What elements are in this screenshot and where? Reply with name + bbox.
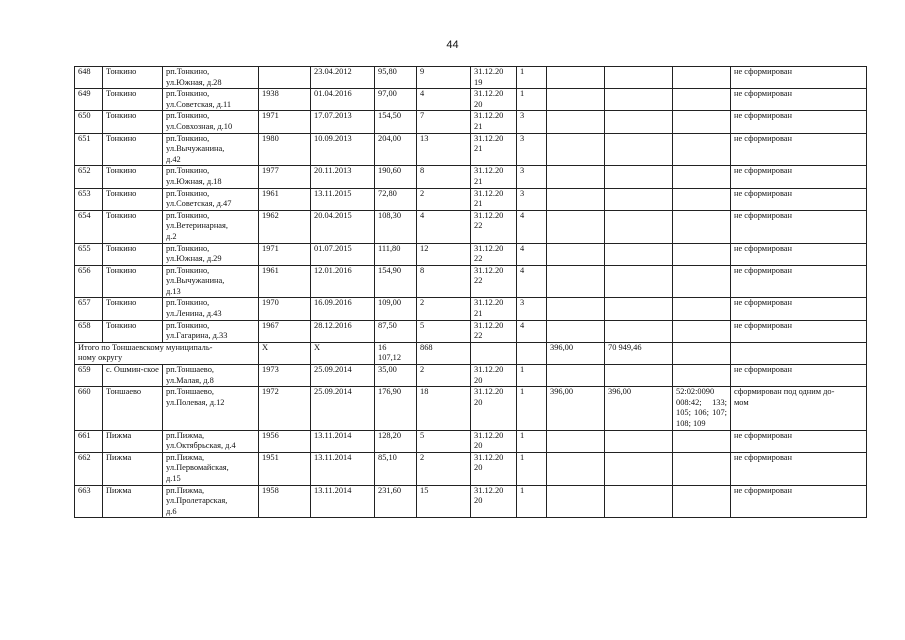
column-10	[605, 452, 673, 485]
land-status: не сформирован	[731, 210, 867, 243]
row-number: 650	[75, 111, 103, 133]
residents: 2	[417, 452, 471, 485]
table-row	[75, 452, 867, 485]
row-number: 658	[75, 320, 103, 342]
settlement: Пижма	[103, 452, 163, 485]
column-9	[547, 188, 605, 210]
column-10	[605, 298, 673, 320]
cadastral-numbers	[673, 89, 731, 111]
settlement: Тонкино	[103, 89, 163, 111]
residents: 4	[417, 210, 471, 243]
emergency-date: 13.11.2014	[311, 452, 375, 485]
settlement: Тонкино	[103, 320, 163, 342]
resettle-deadline: 31.12.20 21	[471, 298, 517, 320]
column-8: 1	[517, 365, 547, 387]
resettle-deadline: 31.12.20 21	[471, 111, 517, 133]
table-row	[75, 298, 867, 320]
settlement: Пижма	[103, 430, 163, 452]
table-row	[75, 111, 867, 133]
build-year: 1972	[259, 387, 311, 430]
column-10	[605, 210, 673, 243]
residents: 2	[417, 365, 471, 387]
column-8: 1	[517, 89, 547, 111]
column-9	[547, 430, 605, 452]
column-8: 4	[517, 243, 547, 265]
cadastral-numbers	[673, 111, 731, 133]
resettle-deadline: 31.12.20 21	[471, 166, 517, 188]
land-status: не сформирован	[731, 485, 867, 518]
table-row	[75, 320, 867, 342]
area: 16 107,12	[375, 342, 417, 364]
area: 190,60	[375, 166, 417, 188]
column-8: 1	[517, 430, 547, 452]
resettle-deadline	[471, 342, 517, 364]
settlement: Тонкино	[103, 210, 163, 243]
address: рп.Тонкино, ул.Советская, д.47	[163, 188, 259, 210]
area: 204,00	[375, 133, 417, 166]
land-status	[731, 342, 867, 364]
emergency-date: 13.11.2014	[311, 485, 375, 518]
row-number: 656	[75, 265, 103, 298]
residents: 12	[417, 243, 471, 265]
column-8: 4	[517, 320, 547, 342]
column-9	[547, 320, 605, 342]
cadastral-numbers	[673, 265, 731, 298]
area: 176,90	[375, 387, 417, 430]
residents: 8	[417, 265, 471, 298]
settlement: Тонкино	[103, 133, 163, 166]
cadastral-numbers	[673, 320, 731, 342]
build-year: 1970	[259, 298, 311, 320]
row-number: 663	[75, 485, 103, 518]
address: рп.Тонкино, ул.Советская, д.11	[163, 89, 259, 111]
build-year: 1980	[259, 133, 311, 166]
column-9	[547, 210, 605, 243]
residents: 15	[417, 485, 471, 518]
row-number: 652	[75, 166, 103, 188]
resettle-deadline: 31.12.20 20	[471, 387, 517, 430]
column-10	[605, 485, 673, 518]
land-status: не сформирован	[731, 430, 867, 452]
build-year: 1967	[259, 320, 311, 342]
column-10	[605, 430, 673, 452]
area: 72,80	[375, 188, 417, 210]
row-number: 657	[75, 298, 103, 320]
table-row	[75, 485, 867, 518]
resettle-deadline: 31.12.20 21	[471, 133, 517, 166]
column-10	[605, 188, 673, 210]
build-year: 1938	[259, 89, 311, 111]
table-row	[75, 166, 867, 188]
column-10	[605, 133, 673, 166]
emergency-date: 01.07.2015	[311, 243, 375, 265]
address: рп.Тонкино, ул.Ленина, д.43	[163, 298, 259, 320]
area: 231,60	[375, 485, 417, 518]
column-9	[547, 298, 605, 320]
cadastral-numbers	[673, 365, 731, 387]
column-8: 1	[517, 387, 547, 430]
row-number: 659	[75, 365, 103, 387]
resettle-deadline: 31.12.20 20	[471, 89, 517, 111]
settlement: Тонкино	[103, 188, 163, 210]
emergency-date: 20.04.2015	[311, 210, 375, 243]
column-9	[547, 133, 605, 166]
cadastral-numbers	[673, 210, 731, 243]
column-10	[605, 89, 673, 111]
address: рп.Пижма, ул.Первомайская, д.15	[163, 452, 259, 485]
residents: 2	[417, 188, 471, 210]
settlement: Тонкино	[103, 67, 163, 89]
row-number: 648	[75, 67, 103, 89]
row-number: 653	[75, 188, 103, 210]
column-10: 70 949,46	[605, 342, 673, 364]
resettle-deadline: 31.12.20 20	[471, 452, 517, 485]
emergency-date: 13.11.2015	[311, 188, 375, 210]
table-row	[75, 387, 867, 430]
address: рп.Пижма, ул.Октябрьская, д.4	[163, 430, 259, 452]
settlement: Тонкино	[103, 298, 163, 320]
cadastral-numbers	[673, 67, 731, 89]
build-year: 1951	[259, 452, 311, 485]
land-status: не сформирован	[731, 166, 867, 188]
table-row	[75, 89, 867, 111]
settlement: Тоншаево	[103, 387, 163, 430]
emergency-date: 28.12.2016	[311, 320, 375, 342]
column-10	[605, 111, 673, 133]
land-status: не сформирован	[731, 365, 867, 387]
cadastral-numbers	[673, 452, 731, 485]
residents: 13	[417, 133, 471, 166]
build-year: 1973	[259, 365, 311, 387]
cadastral-numbers: 52:02:0090 008:42; 133; 105; 106; 107; 108; 109	[673, 387, 731, 430]
address: рп.Тонкино, ул.Южная, д.29	[163, 243, 259, 265]
column-9	[547, 485, 605, 518]
emergency-date: 16.09.2016	[311, 298, 375, 320]
area: 85,10	[375, 452, 417, 485]
area: 128,20	[375, 430, 417, 452]
cadastral-numbers	[673, 298, 731, 320]
emergency-date: 01.04.2016	[311, 89, 375, 111]
residents: 9	[417, 67, 471, 89]
cadastral-numbers	[673, 342, 731, 364]
address: рп.Тонкино, ул.Гагарина, д.33	[163, 320, 259, 342]
row-number: 655	[75, 243, 103, 265]
build-year: 1961	[259, 188, 311, 210]
address: рп.Тонкино, ул.Ветеринарная, д.2	[163, 210, 259, 243]
area: 95,80	[375, 67, 417, 89]
column-9: 396,00	[547, 342, 605, 364]
column-9	[547, 166, 605, 188]
area: 111,80	[375, 243, 417, 265]
column-8	[517, 342, 547, 364]
cadastral-numbers	[673, 188, 731, 210]
page-number: 44	[446, 39, 459, 51]
build-year: 1977	[259, 166, 311, 188]
column-9	[547, 111, 605, 133]
table-row	[75, 243, 867, 265]
housing-register-table	[74, 66, 867, 518]
emergency-date: 23.04.2012	[311, 67, 375, 89]
land-status: не сформирован	[731, 188, 867, 210]
build-year: 1956	[259, 430, 311, 452]
settlement: Тонкино	[103, 265, 163, 298]
resettle-deadline: 31.12.20 21	[471, 188, 517, 210]
resettle-deadline: 31.12.20 22	[471, 243, 517, 265]
address: рп.Тонкино, ул.Совхозная, д.10	[163, 111, 259, 133]
area: 109,00	[375, 298, 417, 320]
column-8: 3	[517, 111, 547, 133]
total-row	[75, 342, 867, 364]
build-year: 1971	[259, 243, 311, 265]
land-status: сформирован под одним до- мом	[731, 387, 867, 430]
residents: 2	[417, 298, 471, 320]
column-9	[547, 365, 605, 387]
row-number: 654	[75, 210, 103, 243]
column-8: 4	[517, 265, 547, 298]
emergency-date: 25.09.2014	[311, 365, 375, 387]
residents: 5	[417, 430, 471, 452]
table-row	[75, 430, 867, 452]
table-row	[75, 67, 867, 89]
build-year: 1962	[259, 210, 311, 243]
column-8: 3	[517, 166, 547, 188]
land-status: не сформирован	[731, 298, 867, 320]
column-8: 3	[517, 298, 547, 320]
settlement: Тонкино	[103, 243, 163, 265]
column-9	[547, 265, 605, 298]
column-10	[605, 67, 673, 89]
build-year: 1961	[259, 265, 311, 298]
row-number: 649	[75, 89, 103, 111]
settlement: Пижма	[103, 485, 163, 518]
resettle-deadline: 31.12.20 22	[471, 320, 517, 342]
column-8: 1	[517, 485, 547, 518]
cadastral-numbers	[673, 243, 731, 265]
column-9	[547, 89, 605, 111]
land-status: не сформирован	[731, 243, 867, 265]
table-row	[75, 265, 867, 298]
land-status: не сформирован	[731, 111, 867, 133]
build-year: 1971	[259, 111, 311, 133]
table-row	[75, 210, 867, 243]
cadastral-numbers	[673, 133, 731, 166]
column-9: 396,00	[547, 387, 605, 430]
column-10	[605, 365, 673, 387]
column-8: 3	[517, 188, 547, 210]
address: рп.Тонкино, ул.Вычужанина, д.42	[163, 133, 259, 166]
column-8: 4	[517, 210, 547, 243]
emergency-date: X	[311, 342, 375, 364]
address: рп.Тонкино, ул.Вычужанина, д.13	[163, 265, 259, 298]
land-status: не сформирован	[731, 265, 867, 298]
row-number: 662	[75, 452, 103, 485]
residents: 7	[417, 111, 471, 133]
address: рп.Тоншаево, ул.Малая, д.8	[163, 365, 259, 387]
area: 35,00	[375, 365, 417, 387]
residents: 4	[417, 89, 471, 111]
residents: 18	[417, 387, 471, 430]
settlement: Тонкино	[103, 166, 163, 188]
residents: 5	[417, 320, 471, 342]
residents: 8	[417, 166, 471, 188]
area: 97,00	[375, 89, 417, 111]
column-8: 3	[517, 133, 547, 166]
emergency-date: 17.07.2013	[311, 111, 375, 133]
column-10	[605, 166, 673, 188]
address: рп.Тоншаево, ул.Полевая, д.12	[163, 387, 259, 430]
column-9	[547, 452, 605, 485]
column-8: 1	[517, 452, 547, 485]
land-status: не сформирован	[731, 320, 867, 342]
address: рп.Тонкино, ул.Южная, д.28	[163, 67, 259, 89]
resettle-deadline: 31.12.20 19	[471, 67, 517, 89]
area: 108,30	[375, 210, 417, 243]
column-10	[605, 265, 673, 298]
area: 154,50	[375, 111, 417, 133]
land-status: не сформирован	[731, 133, 867, 166]
emergency-date: 25.09.2014	[311, 387, 375, 430]
emergency-date: 10.09.2013	[311, 133, 375, 166]
build-year: 1958	[259, 485, 311, 518]
column-9	[547, 67, 605, 89]
column-10	[605, 320, 673, 342]
area: 154,90	[375, 265, 417, 298]
column-8: 1	[517, 67, 547, 89]
emergency-date: 20.11.2013	[311, 166, 375, 188]
row-number: 651	[75, 133, 103, 166]
land-status: не сформирован	[731, 452, 867, 485]
row-number: 660	[75, 387, 103, 430]
area: 87,50	[375, 320, 417, 342]
table-row	[75, 365, 867, 387]
cadastral-numbers	[673, 485, 731, 518]
residents: 868	[417, 342, 471, 364]
total-label: Итого по Тоншаевскому муниципаль- ному округу	[75, 342, 259, 364]
resettle-deadline: 31.12.20 22	[471, 210, 517, 243]
resettle-deadline: 31.12.20 22	[471, 265, 517, 298]
column-9	[547, 243, 605, 265]
table-row	[75, 188, 867, 210]
land-status: не сформирован	[731, 67, 867, 89]
address: рп.Тонкино, ул.Южная, д.18	[163, 166, 259, 188]
table-row	[75, 133, 867, 166]
build-year	[259, 67, 311, 89]
column-10: 396,00	[605, 387, 673, 430]
emergency-date: 12.01.2016	[311, 265, 375, 298]
emergency-date: 13.11.2014	[311, 430, 375, 452]
resettle-deadline: 31.12.20 20	[471, 485, 517, 518]
column-10	[605, 243, 673, 265]
address: рп.Пижма, ул.Пролетарская, д.6	[163, 485, 259, 518]
cadastral-numbers	[673, 166, 731, 188]
build-year: X	[259, 342, 311, 364]
settlement: Тонкино	[103, 111, 163, 133]
cadastral-numbers	[673, 430, 731, 452]
row-number: 661	[75, 430, 103, 452]
resettle-deadline: 31.12.20 20	[471, 430, 517, 452]
resettle-deadline: 31.12.20 20	[471, 365, 517, 387]
settlement: с. Ошмин-ское	[103, 365, 163, 387]
land-status: не сформирован	[731, 89, 867, 111]
